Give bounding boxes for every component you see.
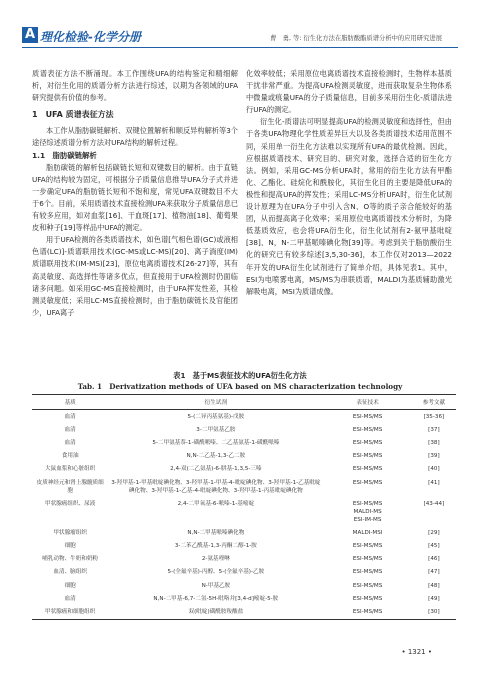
cell-matrix: 食用油 bbox=[61, 453, 79, 460]
cell-reagent: 5-(全氟辛基)-丙醇、5-(全氟辛基)-乙胺 bbox=[167, 569, 265, 576]
cell-reagent: N-甲基乙胺 bbox=[201, 582, 231, 589]
cell-reference: [29] bbox=[428, 529, 440, 536]
table-row bbox=[32, 592, 456, 605]
cell-reagent: 3-二苯乙酰基-1,3-丙酮二醇-1-胺 bbox=[174, 543, 257, 550]
cell-matrix: 皮质神经元和肾上腺髓质细胞 bbox=[36, 479, 104, 494]
cell-reference: [46] bbox=[428, 556, 440, 563]
table-caption-en: Tab. 1 Derivatization methods of UFA based on MS characterization technology bbox=[77, 382, 403, 391]
cell-matrix: 血清 bbox=[64, 439, 76, 446]
table-row bbox=[32, 410, 456, 424]
subsection-heading: 1.1 脂肪碳链解析 bbox=[32, 150, 97, 160]
cell-reagent: N,N-二乙基-1,3-乙二胺 bbox=[186, 453, 246, 460]
cell-reagent: 双(吡啶)磺酰胺羧酸盐 bbox=[108, 605, 323, 619]
cell-reference: [39] bbox=[428, 453, 440, 460]
cell-reference: [49] bbox=[428, 595, 440, 602]
cell-reagent: 2-氨基喹啉 bbox=[201, 556, 230, 563]
cell-matrix: 甲状腺瘤组织 bbox=[53, 529, 87, 536]
table-row bbox=[32, 497, 456, 526]
table-row bbox=[32, 476, 456, 497]
body-paragraph: 质谱表征方法不断涌现。本工作围绕UFA的结构鉴定和精细解析，对衍生化用的质谱分析方法进行综述，以期为各领域的UFA研究提供有价值的参考。 bbox=[32, 69, 238, 103]
derivatization-table bbox=[32, 394, 456, 620]
cell-reference: [48] bbox=[428, 582, 440, 589]
table-header-reference: 参考文献 bbox=[412, 395, 456, 410]
cell-matrix: 哺乳动物、牛奶和奶粉 bbox=[42, 556, 99, 563]
table-row bbox=[32, 436, 456, 449]
cell-matrix: 血清 bbox=[64, 426, 76, 433]
cell-technique: ESI-MS/MS bbox=[352, 439, 383, 446]
table-row bbox=[32, 605, 456, 619]
cell-technique: MALDI-MSI bbox=[352, 529, 383, 536]
cell-reagent: 2,4-二甲氧基-6-哌嗪-1-基嘧啶 bbox=[177, 500, 255, 507]
cell-technique: ESI-MS/MS bbox=[352, 426, 383, 433]
cell-technique: ESI-MS/MS bbox=[352, 543, 383, 550]
cell-reference: [43-44] bbox=[423, 500, 445, 507]
cell-matrix: 血清 bbox=[64, 595, 76, 602]
table-row bbox=[32, 553, 456, 566]
cell-matrix: 甲状腺癌组织、尿液 bbox=[45, 500, 96, 507]
cell-reagent: 3-羟甲基-1-甲基吡啶碘化物、3-羟甲基-1-甲基-4-吡啶碘化物、3-羟甲基-1-乙基吡啶碘化物、3-羟甲基-1-乙基-4-吡啶碘化物、3-羟甲基-1-丙基吡啶碘化物 bbox=[111, 479, 321, 494]
cell-technique: ESI-MS/MS bbox=[352, 569, 383, 576]
cell-matrix: 血清、脑组织 bbox=[53, 569, 87, 576]
table-row bbox=[32, 526, 456, 539]
cell-reference: [38] bbox=[428, 439, 440, 446]
cell-technique: ESI-MS/MS MALDI-MS ESI-IM-MS bbox=[352, 500, 383, 523]
body-paragraph: 脂肪碳链的解析包括碳链长短和双键数目的解析。由于直链UFA的结构较为固定，可根据分子质量信息推导UFA分子式并进一步确定UFA的脂肪链长短和不饱和度，常见UFA双键数目不大于6个。目前，采用质谱技术直接检测UFA来获取分子质量信息已有较多应用，如对血浆[16]、干血斑[17]、植物油[18]、葡萄果皮和种子[19]等样品中UFA的测定。 bbox=[32, 162, 238, 233]
cell-reference: [47] bbox=[428, 569, 440, 576]
table-row bbox=[32, 423, 456, 436]
cell-reagent: N,N-二甲基-6,7-二氢-5H-吡咯并[3,4-d]嘧啶-5-胺 bbox=[153, 595, 279, 602]
cell-reference: [41] bbox=[428, 479, 440, 486]
cell-matrix: 血清 bbox=[64, 413, 76, 420]
table-row bbox=[32, 463, 456, 476]
cell-reference: [40] bbox=[428, 466, 440, 473]
table-header-reagent: 衍生试剂 bbox=[108, 395, 323, 410]
cell-technique: ESI-MS/MS bbox=[352, 453, 383, 460]
cell-technique: ESI-MS/MS bbox=[352, 479, 383, 486]
journal-logo: A bbox=[22, 27, 38, 43]
cell-technique: ESI-MS/MS bbox=[352, 556, 383, 563]
journal-title: 理化检验-化学分册 bbox=[40, 30, 141, 44]
cell-technique: ESI-MS/MS bbox=[323, 605, 411, 619]
cell-reference: [30] bbox=[412, 605, 456, 619]
cell-reagent: 5-二甲氨基萘-1-磺酰哌嗪、二乙基氨基-1-磺酰哌嗪 bbox=[152, 439, 280, 446]
cell-technique: ESI-MS/MS bbox=[352, 413, 383, 420]
cell-reference: [37] bbox=[428, 426, 440, 433]
cell-reagent: N,N-二甲基哌嗪碘化物 bbox=[187, 529, 245, 536]
running-title: 曹 勇, 等: 衍生化方法在脂肪酸酯质谱分析中的应用研究进展 bbox=[270, 35, 442, 42]
cell-technique: ESI-MS/MS bbox=[352, 582, 383, 589]
cell-reagent: 5-(二异丙基氨基)-戊胺 bbox=[187, 413, 245, 420]
cell-reference: [45] bbox=[428, 543, 440, 550]
body-paragraph: 化效率较低；采用原位电离质谱技术直接检测时，生物样本基质干扰非常严重。为提高UFA检测灵敏度，进而获取复杂生物体系中微量或痕量UFA的分子质量信息，目前多采用衍生化-质谱法进行UFA的测定。 bbox=[246, 69, 452, 115]
cell-matrix: 甲状腺癌和细胞组织 bbox=[32, 605, 108, 619]
table-row bbox=[32, 450, 456, 463]
body-paragraph: 用于UFA检测的各类质谱技术，如色谱[气相色谱(GC)或液相色谱(LC)]-质谱联用技术(GC-MS或LC-MS)[20]、离子淌度(IM)质谱联用技术(IM-MS)[23]，原位电离质谱技术[26-27]等，其有高灵敏度、高选择性等诸多优点，但直接用于UFA检测时仍面临诸多问题。如采用GC-MS直接检测时，由于UFA挥发性差，其检测灵敏度低；采用LC-MS直接检测时，由于脂肪碳链长及官能团少，UFA离子 bbox=[32, 235, 238, 317]
section-heading: 1 UFA 质谱表征方法 bbox=[32, 110, 114, 120]
cell-technique: ESI-MS/MS bbox=[352, 595, 383, 602]
cell-matrix: 细胞 bbox=[64, 543, 76, 550]
left-column bbox=[32, 68, 238, 319]
table-row bbox=[32, 540, 456, 553]
cell-reagent: 3-二甲氨基乙胺 bbox=[196, 426, 236, 433]
table-row bbox=[32, 566, 456, 579]
table-header-matrix: 基质 bbox=[32, 395, 108, 410]
right-column bbox=[246, 68, 452, 298]
body-paragraph: 衍生化-质谱法可明显提高UFA的检测灵敏度和选择性，但由于各类UFA物理化学性质差异巨大以及各类质谱技术适用范围不同，采用单一衍生化方法难以实现所有UFA的最优检测。因此，应根据质谱技术、研究目的、研究对象，选择合适的衍生化方法。例如，采用GC-MS分析UFA时，常用的衍生化方法有甲酯化、乙酯化、硅烷化和酰胺化，其衍生化目的主要是降低UFA的极性和提高UFA的挥发性；采用LC-MS分析UFA时，衍生化试剂设计原理为在UFA分子中引入含N、O等的质子亲合能较好的基团，从而提高离子化效率；采用原位电离质谱技术分析时，为降低基质效应，也会将UFA衍生化，衍生化试剂有2-氨甲基吡啶[38]、N，N-二甲基哌嗪碘化物[39]等。考虑到关于脂肪酸衍生化的研究已有较多综述[3,5,30-36]，本工作仅对2013—2022年开发的UFA衍生化试剂进行了简单介绍，具体见表1。其中，ESI为电喷雾电离，MS/MS为串联质谱，MALDI为基质辅助激光解吸电离，MSI为质谱成像。 bbox=[246, 117, 452, 296]
cell-technique: ESI-MS/MS bbox=[352, 466, 383, 473]
body-paragraph: 本工作从脂肪碳链解析、双键位置解析和顺反异构解析等3个途径综述质谱分析方法对UFA结构的解析过程。 bbox=[32, 126, 238, 148]
header-rule bbox=[22, 47, 458, 48]
table-caption-cn: 表1 基于MS表征技术的UFA衍生化方法 bbox=[173, 371, 307, 380]
cell-reagent: 2,4-双(二乙氨基)-6-肼基-1,3,5-三嗪 bbox=[170, 466, 262, 473]
table-row bbox=[32, 579, 456, 592]
cell-matrix: 大鼠血浆和心脏组织 bbox=[45, 466, 96, 473]
cell-matrix: 细胞 bbox=[64, 582, 76, 589]
page-number: • 1321 • bbox=[401, 648, 432, 656]
table-header-technique: 表征技术 bbox=[323, 395, 411, 410]
cell-reference: [35-36] bbox=[423, 413, 445, 420]
